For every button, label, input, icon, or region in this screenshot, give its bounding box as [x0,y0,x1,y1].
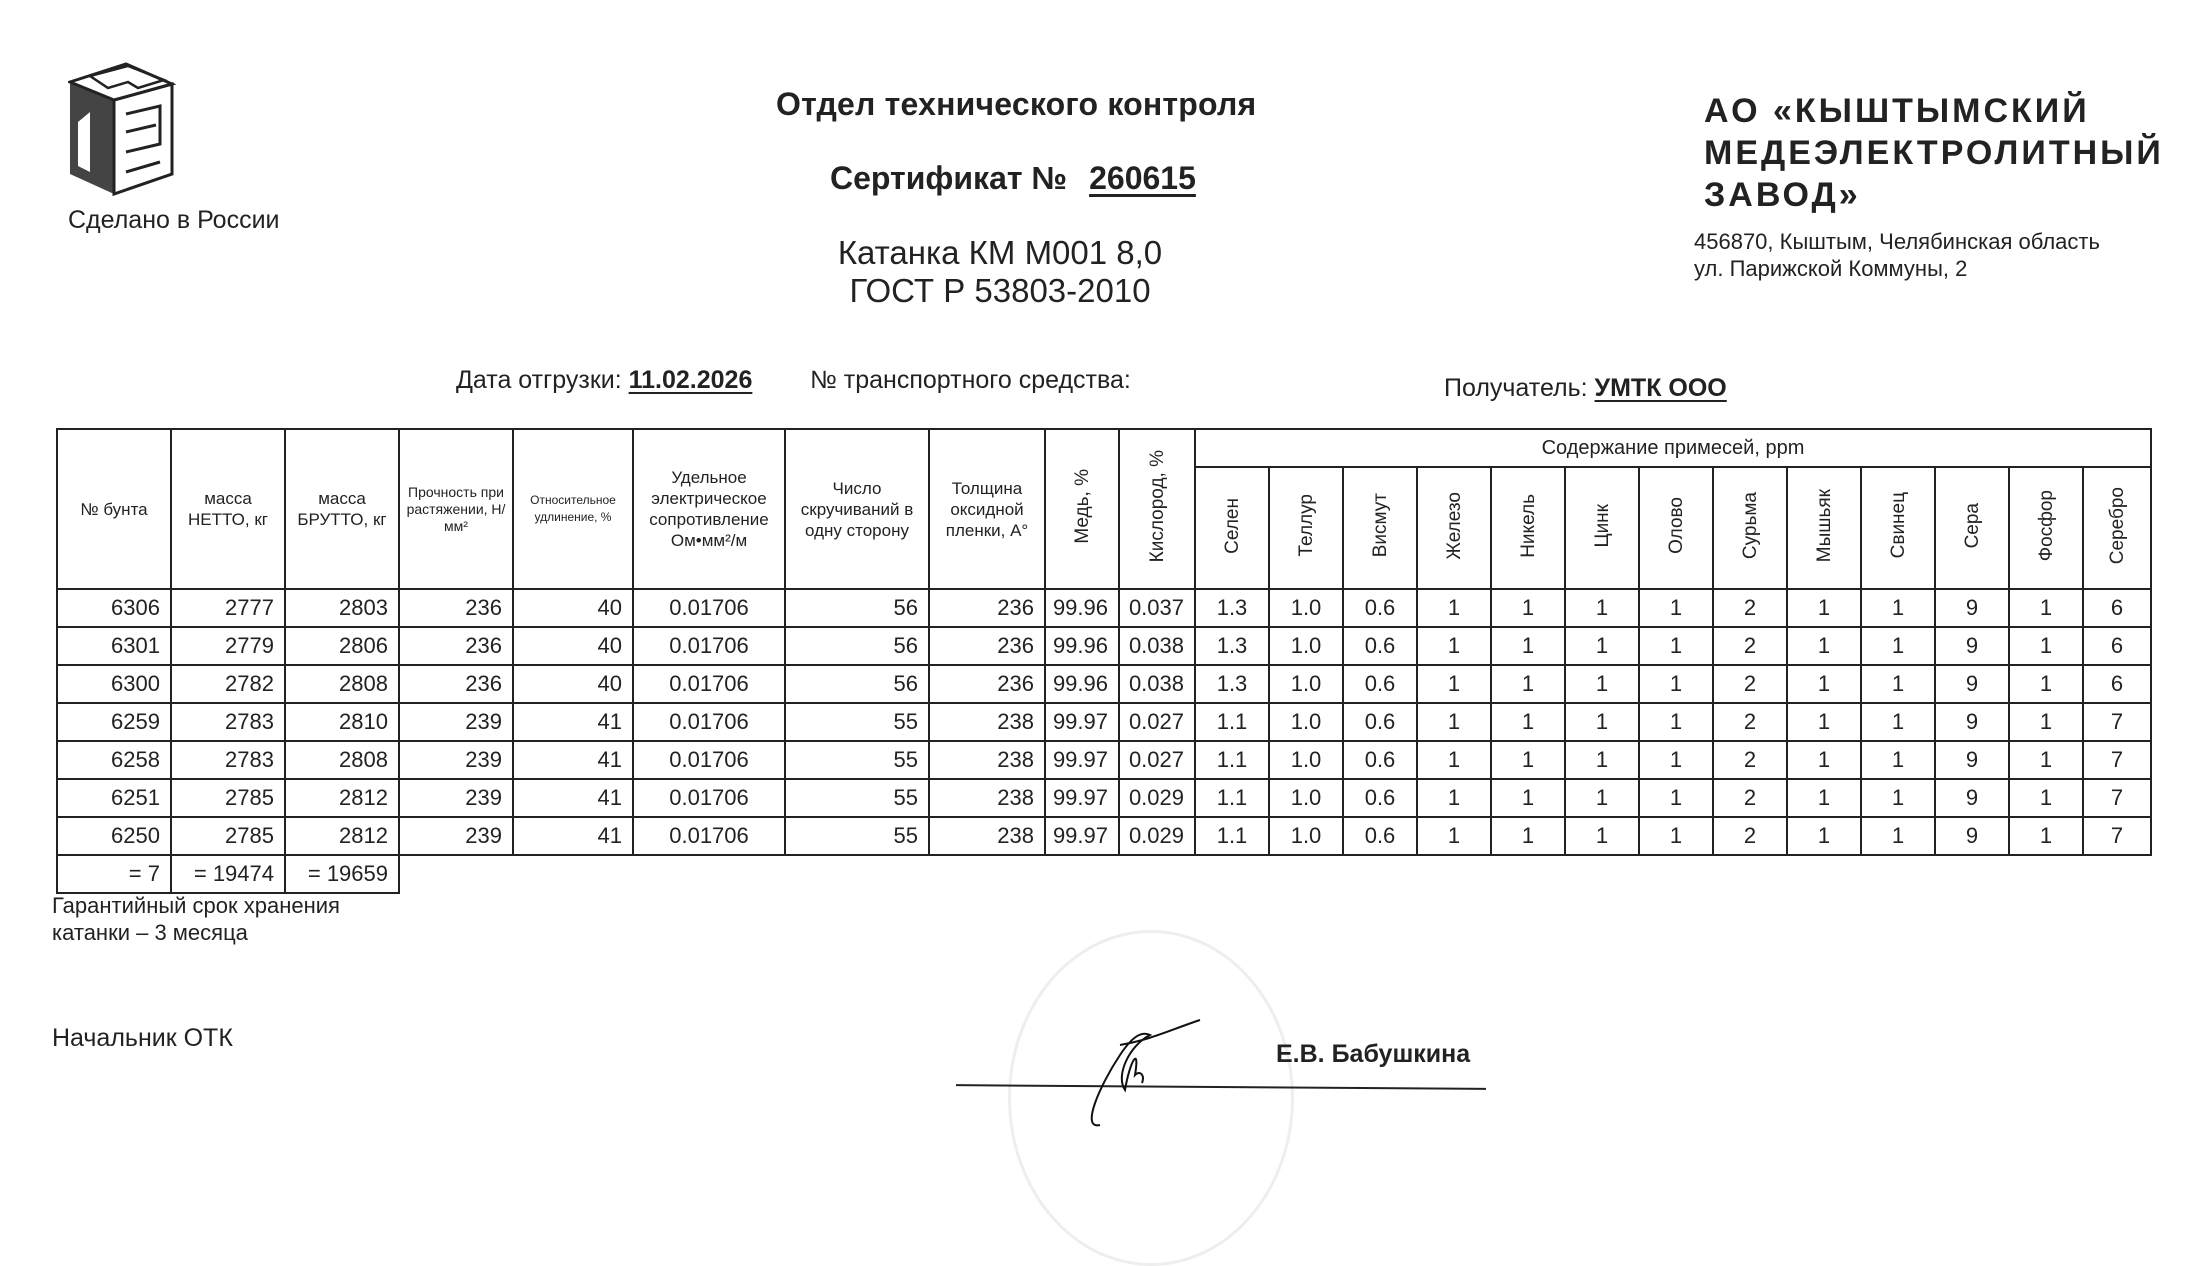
header-impurity: Сера [1935,467,2009,589]
cell-impurity: 9 [1935,627,2009,665]
cell-coil: 6259 [57,703,171,741]
cell-impurity: 1 [1639,817,1713,855]
cell-impurity: 1 [1861,589,1935,627]
company-name-line: АО «КЫШТЫМСКИЙ [1704,92,2090,130]
cell-tensile: 239 [399,779,513,817]
header-impurity: Цинк [1565,467,1639,589]
cell-net: 2785 [171,817,285,855]
cell-gross: 2812 [285,817,399,855]
handwritten-signature-icon [1060,1015,1210,1140]
header-impurity: Серебро [2083,467,2151,589]
cell-impurity: 1.3 [1195,665,1269,703]
cell-gross: 2803 [285,589,399,627]
cell-impurity: 2 [1713,741,1787,779]
company-name [1704,90,2164,216]
cell-coil: 6301 [57,627,171,665]
cell-impurity: 1 [2009,627,2083,665]
cell-cu: 99.97 [1045,817,1119,855]
signer-name: Е.В. Бабушкина [1276,1040,1471,1068]
header-impurity: Никель [1491,467,1565,589]
cell-impurity: 1 [1639,703,1713,741]
cell-impurity: 1 [1565,703,1639,741]
cell-impurity: 1 [1639,665,1713,703]
cell-tensile: 239 [399,741,513,779]
cell-impurity: 1 [1787,665,1861,703]
header-elongation: Относительное удлинение, % [513,429,633,589]
cell-impurity: 1 [1787,817,1861,855]
cell-impurity: 1.0 [1269,779,1343,817]
cell-cu: 99.96 [1045,589,1119,627]
recipient-label: Получатель: [1444,374,1588,402]
cell-impurity: 0.6 [1343,741,1417,779]
guarantee-line: катанки – 3 месяца [52,920,248,945]
product-standard: ГОСТ Р 53803-2010 [849,272,1151,309]
cell-impurity: 1 [1565,741,1639,779]
cell-impurity: 0.6 [1343,589,1417,627]
vehicle-number-label: № транспортного средства: [810,366,1131,394]
cell-impurity: 1.0 [1269,817,1343,855]
cell-impurity: 6 [2083,627,2151,665]
total-count: = 7 [57,855,171,893]
cell-elong: 41 [513,817,633,855]
cell-resist: 0.01706 [633,703,785,741]
cell-twists: 55 [785,779,929,817]
header-impurity: Теллур [1269,467,1343,589]
table-row [57,779,2151,817]
cell-o2: 0.027 [1119,741,1195,779]
table-row [57,817,2151,855]
cell-o2: 0.029 [1119,817,1195,855]
cell-resist: 0.01706 [633,589,785,627]
cell-impurity: 7 [2083,741,2151,779]
cell-impurity: 1.0 [1269,703,1343,741]
cell-resist: 0.01706 [633,817,785,855]
company-logo-icon [68,62,218,197]
cell-impurity: 1 [1417,817,1491,855]
certificate-title [830,160,1196,197]
cell-elong: 41 [513,703,633,741]
cell-impurity: 1 [1565,589,1639,627]
cell-resist: 0.01706 [633,627,785,665]
cell-oxide: 236 [929,665,1045,703]
header-oxide: Толщина оксидной пленки, А° [929,429,1045,589]
cell-impurity: 9 [1935,817,2009,855]
cell-impurity: 1.0 [1269,665,1343,703]
shipment-date-value: 11.02.2026 [628,366,753,394]
cell-impurity: 9 [1935,589,2009,627]
guarantee-line: Гарантийный срок хранения [52,893,340,918]
table-row [57,627,2151,665]
cell-oxide: 236 [929,589,1045,627]
shipment-date-label: Дата отгрузки: [456,366,622,394]
cell-net: 2785 [171,779,285,817]
cell-cu: 99.97 [1045,741,1119,779]
company-address [1694,228,2100,282]
cell-tensile: 236 [399,589,513,627]
cell-gross: 2808 [285,741,399,779]
cell-impurity: 2 [1713,779,1787,817]
cell-twists: 56 [785,627,929,665]
cell-impurity: 7 [2083,703,2151,741]
cell-impurity: 9 [1935,741,2009,779]
cell-coil: 6258 [57,741,171,779]
table-row [57,665,2151,703]
cell-impurity: 1 [1565,627,1639,665]
cell-impurity: 1 [1787,779,1861,817]
cell-impurity: 7 [2083,779,2151,817]
cell-impurity: 1.1 [1195,741,1269,779]
cell-impurity: 1 [1565,665,1639,703]
header-twists: Число скручиваний в одну сторону [785,429,929,589]
totals-row [57,855,2151,893]
cell-coil: 6250 [57,817,171,855]
header-impurity: Железо [1417,467,1491,589]
cell-impurity: 1 [1565,817,1639,855]
cell-impurity: 2 [1713,703,1787,741]
header-impurity: Висмут [1343,467,1417,589]
cell-gross: 2808 [285,665,399,703]
cell-o2: 0.038 [1119,665,1195,703]
cell-impurity: 2 [1713,627,1787,665]
cell-coil: 6251 [57,779,171,817]
cell-twists: 56 [785,589,929,627]
table-row [57,741,2151,779]
cell-o2: 0.029 [1119,779,1195,817]
cell-impurity: 0.6 [1343,817,1417,855]
header-resistivity: Удельное электрическое сопротивление Ом•мм²/м [633,429,785,589]
cell-net: 2783 [171,703,285,741]
cell-impurity: 1 [2009,703,2083,741]
cell-impurity: 6 [2083,589,2151,627]
product-name: Катанка КМ М001 8,0 [837,234,1163,271]
header-impurity: Фосфор [2009,467,2083,589]
cell-impurity: 1 [1861,665,1935,703]
cell-twists: 55 [785,703,929,741]
cell-impurity: 1 [1491,817,1565,855]
certificate-label: Сертификат № [830,160,1068,196]
product-info [800,234,1200,310]
header-impurity: Свинец [1861,467,1935,589]
cell-elong: 40 [513,589,633,627]
header-impurity: Сурьма [1713,467,1787,589]
cell-impurity: 1 [1787,741,1861,779]
cell-elong: 41 [513,741,633,779]
cell-tensile: 236 [399,627,513,665]
table-row [57,589,2151,627]
cell-impurity: 1 [1565,779,1639,817]
cell-impurity: 2 [1713,817,1787,855]
cell-impurity: 0.6 [1343,779,1417,817]
cell-impurity: 1.1 [1195,703,1269,741]
cell-impurity: 1 [2009,665,2083,703]
cell-impurity: 1.1 [1195,817,1269,855]
cell-oxide: 238 [929,741,1045,779]
cell-impurity: 2 [1713,665,1787,703]
company-name-line: ЗАВОД» [1704,176,1861,214]
recipient-value: УМТК ООО [1594,374,1727,402]
empty-space [399,855,2151,893]
guarantee-note [52,892,340,946]
cell-twists: 55 [785,741,929,779]
cell-impurity: 1 [1861,627,1935,665]
total-net: = 19474 [171,855,285,893]
cell-impurity: 1.0 [1269,589,1343,627]
cell-impurity: 1 [1491,627,1565,665]
header-impurity: Селен [1195,467,1269,589]
cell-impurity: 1 [1417,665,1491,703]
cell-net: 2783 [171,741,285,779]
cell-impurity: 1 [2009,779,2083,817]
cell-oxide: 238 [929,779,1045,817]
cell-impurity: 1.3 [1195,627,1269,665]
cell-impurity: 1 [1861,779,1935,817]
cell-cu: 99.97 [1045,779,1119,817]
cell-impurity: 1 [1491,741,1565,779]
cell-impurity: 2 [1713,589,1787,627]
cell-impurity: 1 [1417,741,1491,779]
cell-impurity: 1 [2009,741,2083,779]
header-impurity: Мышьяк [1787,467,1861,589]
cell-impurity: 1.0 [1269,741,1343,779]
cell-oxide: 236 [929,627,1045,665]
cell-impurity: 1 [1787,627,1861,665]
cell-impurity: 1 [1861,703,1935,741]
cell-impurity: 1 [1491,665,1565,703]
cell-resist: 0.01706 [633,665,785,703]
cell-tensile: 239 [399,817,513,855]
cell-elong: 41 [513,779,633,817]
cell-resist: 0.01706 [633,741,785,779]
cell-impurity: 0.6 [1343,703,1417,741]
cell-elong: 40 [513,665,633,703]
cell-net: 2779 [171,627,285,665]
cell-impurity: 1.1 [1195,779,1269,817]
cell-elong: 40 [513,627,633,665]
cell-impurity: 9 [1935,703,2009,741]
cell-impurity: 1 [1417,589,1491,627]
cell-impurity: 1 [1639,741,1713,779]
cell-impurity: 1 [1787,589,1861,627]
company-name-line: МЕДЕЭЛЕКТРОЛИТНЫЙ [1704,134,2164,172]
cell-twists: 55 [785,817,929,855]
total-gross: = 19659 [285,855,399,893]
address-line: 456870, Кыштым, Челябинская область [1694,229,2100,254]
header-coil: № бунта [57,429,171,589]
cell-impurity: 9 [1935,665,2009,703]
cell-o2: 0.037 [1119,589,1195,627]
department-title: Отдел технического контроля [776,86,1257,122]
signer-position: Начальник ОТК [52,1024,233,1052]
header-gross-mass: масса БРУТТО, кг [285,429,399,589]
cell-impurity: 1 [1787,703,1861,741]
cell-gross: 2810 [285,703,399,741]
cell-oxide: 238 [929,703,1045,741]
cell-impurity: 1 [1417,779,1491,817]
recipient [1444,374,1727,403]
header-tensile: Прочность при растяжении, Н/мм² [399,429,513,589]
cell-twists: 56 [785,665,929,703]
cell-impurity: 9 [1935,779,2009,817]
cell-impurity: 1 [2009,589,2083,627]
cell-impurity: 1 [1491,703,1565,741]
cell-coil: 6300 [57,665,171,703]
cell-cu: 99.96 [1045,665,1119,703]
certificate-number: 260615 [1089,160,1196,196]
cell-impurity: 0.6 [1343,627,1417,665]
cell-impurity: 6 [2083,665,2151,703]
cell-gross: 2812 [285,779,399,817]
cell-impurity: 1 [1491,589,1565,627]
cell-gross: 2806 [285,627,399,665]
cell-o2: 0.038 [1119,627,1195,665]
cell-impurity: 1 [1417,703,1491,741]
header-impurity: Олово [1639,467,1713,589]
address-line: ул. Парижской Коммуны, 2 [1694,256,1968,281]
cell-resist: 0.01706 [633,779,785,817]
header-oxygen: Кислород, % [1119,429,1195,589]
shipment-date [456,366,752,395]
vehicle-number [810,366,1131,395]
cell-cu: 99.97 [1045,703,1119,741]
cell-net: 2782 [171,665,285,703]
cell-impurity: 0.6 [1343,665,1417,703]
made-in-russia: Сделано в России [68,206,280,234]
certificate-table [56,428,2152,894]
header-copper: Медь, % [1045,429,1119,589]
cell-net: 2777 [171,589,285,627]
cell-impurity: 1 [1639,779,1713,817]
cell-impurity: 1 [1491,779,1565,817]
cell-impurity: 1 [1417,627,1491,665]
header-net-mass: масса НЕТТО, кг [171,429,285,589]
cell-impurity: 1 [1639,627,1713,665]
cell-impurity: 1.0 [1269,627,1343,665]
cell-tensile: 239 [399,703,513,741]
cell-impurity: 1 [1861,817,1935,855]
cell-o2: 0.027 [1119,703,1195,741]
table-row [57,703,2151,741]
cell-tensile: 236 [399,665,513,703]
cell-impurity: 7 [2083,817,2151,855]
cell-coil: 6306 [57,589,171,627]
cell-impurity: 1.3 [1195,589,1269,627]
header-impurities-group: Содержание примесей, ppm [1195,429,2151,467]
cell-oxide: 238 [929,817,1045,855]
cell-impurity: 1 [1639,589,1713,627]
cell-impurity: 1 [1861,741,1935,779]
cell-cu: 99.96 [1045,627,1119,665]
cell-impurity: 1 [2009,817,2083,855]
